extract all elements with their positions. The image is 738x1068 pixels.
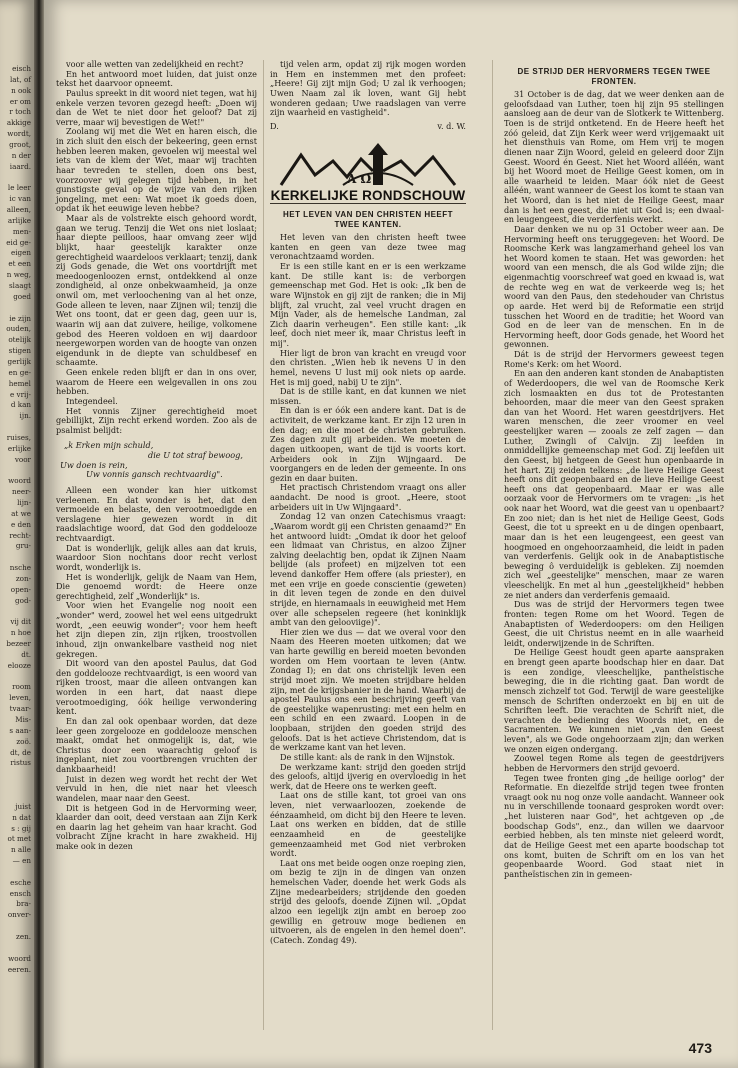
paragraph: voor alle wetten van zedelijkheid en recht? — [66, 59, 244, 69]
facing-page-text-fragment: e vrij- — [10, 389, 31, 399]
verse-line: Uw doen is rein, — [60, 459, 128, 470]
paragraph: De werkzame kant: strijd den goeden strijd des geloofs, altijd ijverig en overvloedig in het werk, dat de Heere ons te werken geeft. — [270, 761, 466, 791]
section-masthead — [270, 141, 466, 204]
facing-page-text-fragment: wordt, — [7, 129, 31, 139]
paragraph: Laat ons met beide oogen onze roeping zien, om bezig te zijn in de dingen van onzen hemelschen Vader, doende het werk Gods als Zijne medearbeiders; strijdende den goeden strijd des geloofs, doende Zijnen wil. „Opdat alzoo een iegelijk zijn ambt en beroep zoo gewillig en getrouw moge bedienen en uitvoeren, als de engelen in den hemel doen". (Catech. Zondag 49). — [270, 857, 466, 945]
paragraph: Dit is hetgeen God in de Hervorming weer, klaarder dan ooit, deed verstaan aan Zijn Kerk en daarin lag het geheim van haar kracht. God volbracht Zijne kracht in hare zwakheid. Hij make ook in dezen — [56, 802, 257, 851]
paragraph: Hier ligt de bron van kracht en vreugd voor den christen. „Wien heb ik nevens U in den hemel, nevens U lust mij ook niets op aarde. Het is mij goed, nabij U te zijn". — [270, 347, 466, 387]
column-divider — [492, 60, 493, 1030]
paragraph: Er is een stille kant en er is een werkzame kant. De stille kant is: de verborgen gemeenschap met God. Het is ook: „Ik ben de ware Wijnstok en gij zijt de ranken; die in Mij blijft, zal vrucht, zal veel vrucht dragen en Mijn Vader, als de hemelsche Landman, zal Zich daarin verheugen". Een stille kant: „ik leef, doch niet meer ik, maar Christus leeft in mij". — [270, 261, 466, 349]
verse-line: die U tot straf bewoog, — [148, 450, 243, 460]
column-left — [56, 60, 257, 852]
facing-page-text-fragment: n hoe — [10, 628, 31, 638]
facing-page-text-fragment: ensch — [9, 888, 31, 898]
column-divider — [263, 60, 264, 1030]
facing-page-text-fragment: vij dit — [10, 617, 31, 627]
facing-page-text-fragment: eid ge- — [6, 237, 31, 247]
facing-page-text-fragment: men- — [12, 226, 31, 236]
facing-page-text-fragment: elooze — [7, 660, 31, 670]
facing-page-text-fragment: ijn. — [19, 411, 31, 421]
paragraph: Het leven van den christen heeft twee kanten en geen van deze twee mag veronachtzaamd worden. — [270, 232, 466, 262]
paragraph: Laat ons de stille kant, tot groei van ons leven, niet verwaarloozen, zoekende de éénzaamheid, om dicht bij den Heere te leven. Laat ons werken en bidden, dat de stille eenzaamheid en de geestelijke gemeenzaamheid met God niet verbroken wordt. — [270, 790, 466, 859]
facing-page-text-fragment: otelijk — [8, 335, 31, 345]
verse-line: Uw vonnis gansch rechtvaardig". — [86, 469, 223, 480]
paragraph: Paulus spreekt in dit woord niet tegen, wat hij enkele verzen tevoren gezegd heeft: „Doen wij dan de Wet te niet door het geloof? Dat zij verre, maar wij bevestigen de Wet!" — [56, 87, 257, 127]
facing-page-text-fragment: en ge- — [8, 367, 31, 377]
article-heading: HET LEVEN VAN DEN CHRISTEN HEEFT TWEE KANTEN. — [282, 210, 454, 229]
facing-page-text-fragment: le leer — [7, 183, 31, 193]
facing-page-text-fragment: recht- — [9, 530, 31, 540]
facing-page-text-fragment: voor — [14, 454, 31, 464]
facing-page-text-fragment: gerlijk — [7, 356, 31, 366]
facing-page-text-fragment: ruises, — [6, 432, 31, 442]
article-heading: DE STRIJD DER HERVORMERS TEGEN TWEE FRONTEN. — [517, 67, 711, 86]
facing-page-text-fragment: zon- — [15, 573, 31, 583]
facing-page-text-fragment: god- — [15, 595, 31, 605]
paragraph: Het practisch Christendom vraagt ons aller aandacht. De nood is groot. „Heere, stoot arbeiders uit in Uw Wijngaard". — [270, 482, 466, 512]
paragraph: Voor wien het Evangelie nog nooit een „wonder" werd, zoowel het wel eens uitgedrukt wordt, „een eeuwig wonder"; voor hem heeft het zijn diepen zin, zijn rijken, troostvollen inhoud, zijn onwankelbare vastheid nog niet gekregen. — [56, 600, 257, 659]
facing-page-text-fragment: groot, — [9, 139, 31, 149]
facing-page-text-fragment: ristus — [10, 758, 31, 768]
facing-page-text-fragment: goed — [13, 291, 31, 301]
facing-page-text-fragment: bezeer — [6, 639, 31, 649]
facing-page-text-fragment: ot met — [7, 834, 31, 844]
paragraph: Alleen een wonder kan hier uitkomst verleenen. En dat wonder is het, dat den vermoeide en belaste, den verootmoedigde en verslagene hier gewezen wordt in dit raadslachtige woord, dat God den goddelooze rechtvaardigt. — [56, 484, 257, 543]
paragraph: Zondag 12 van onzen Catechismus vraagt: „Waarom wordt gij een Christen genaamd?" En het antwoord luidt: „Omdat ik door het geloof een lidmaat van Christus, en alzoo Zijner zalving deelachtig ben, opdat ik Zijnen Naam belijde (als profeet) en mijzelven tot een levend dankoffer Hem offere (als priester), en met een vrije en goede conscientie (geweten) in dit leven tegen de zonde en den duivel strijde, en hiernamaals in eeuwigheid met Hem over alle schepselen regeere (het koninklijk ambt van den gelooviige)". — [270, 511, 466, 628]
column-middle — [270, 60, 466, 945]
section-title: KERKELIJKE RONDSCHOUW — [270, 188, 466, 204]
facing-page-text-fragment: s aan- — [9, 725, 31, 735]
paragraph: 31 October is de dag, dat we weer denken aan de geloofsdaad van Luther, toen hij zijn 95 stellingen aansloeg aan de deur van de Slotkerk te Wittenberg. Toen is de strijd ontketend. En de Heere heeft het zóó geleid, dat Zijn Kerk weer werd vrijgemaakt uit het diensthuis van Rome, om Hem vrij te mogen dienen naar Zijn Woord, geleid en geleerd door Zijn Geest. Woord én Geest. Niet het Woord alléén, want bij het Woord moet de Heilige Geest komen, om in alle waarheid te leiden. Maar óók niet de Geest alléén, want wanneer de Geest los komt te staan van het Woord, dan is het niet de Heilige Geest, maar dan is het een geest, die niet uit God is; een dwaal- en leugengeest, die verderfenis werkt. — [504, 89, 724, 225]
facing-page-text-fragment: n alle — [10, 845, 31, 855]
facing-page-text-fragment: bra- — [16, 899, 31, 909]
facing-page-text-fragment: woord — [8, 953, 31, 963]
facing-page-text-fragment: eisch — [12, 64, 31, 73]
facing-page-text-fragment: d kan — [10, 400, 31, 410]
facing-page-edge — [0, 0, 34, 1068]
facing-page-text-fragment: lijn- — [17, 498, 31, 507]
facing-page-text-fragment: nsche — [9, 563, 31, 573]
facing-page-text-fragment: e den — [10, 519, 31, 529]
facing-page-text-fragment: leven, — [9, 693, 31, 703]
facing-page-text-fragment: onver- — [7, 910, 31, 920]
facing-page-text-fragment: ouden, — [6, 324, 31, 334]
paragraph: En dan is er óók een andere kant. Dat is de activiteit, de werkzame kant. Er zijn 12 uren in den dag; en die moet de christen gebruiken. Zes dagen zult gij arbeiden. We moeten de dagen uitkoopen, want de tijd is voorts kort. Arbeiders ook in Zijn Wijngaard. De voorgangers en de leden der gemeente. In ons gezin en daar buiten. — [270, 405, 466, 483]
paragraph: En dan zal ook openbaar worden, dat deze leer geen zorgelooze en goddelooze menschen maakt, omdat het onmogelijk is, dat, wie Christus door een waarachtig geloof is ingeplant, niet zou voortbrengen vruchten der dankbaarheid! — [56, 715, 257, 774]
paragraph: Dát is de strijd der Hervormers geweest tegen Rome's Kerk: om het Woord. — [504, 349, 724, 369]
page-number: 473 — [688, 1040, 712, 1056]
facing-page-text-fragment: slaagt — [8, 281, 31, 290]
paragraph: Dat is wonderlijk, gelijk alles aan dat kruis, waardoor Sion nochtans door recht verlost wordt, wonderlijk is. — [56, 542, 257, 572]
facing-page-text-fragment: erlijke — [7, 443, 31, 453]
facing-page-text-fragment: iaard. — [9, 161, 31, 171]
column-right — [504, 67, 724, 879]
article-ending: tijd velen arm, opdat zij rijk mogen worden in Hem en instemmen met den profeet: „Heere! Gij zijt mijn God; U zal ik verhoogen; Uwen Naam zal ik loven, want Gij hebt wonderen gedaan; Uwe raadslagen van verre zijn waarheid en vastigheid". — [270, 59, 466, 118]
facing-page-text-fragment: r toch — [9, 107, 31, 117]
facing-page-text-fragment: Mis- — [15, 715, 31, 724]
paragraph: Dus was de strijd der Hervormers tegen twee fronten: tegen Rome om het Woord. Tegen de Anabaptisten of Wederdoopers: om den Heiligen Geest, die uit Christus neemt en in alle waarheid leidt, onderwijzende in de Schriften. — [504, 599, 724, 648]
verse-line: „k Erken mijn schuld, — [64, 440, 154, 451]
facing-page-text-fragment: n der — [11, 150, 31, 160]
facing-page-text-fragment: esche — [10, 877, 31, 887]
facing-page-text-fragment: at we — [11, 508, 31, 518]
facing-page-text-fragment: woord — [8, 476, 31, 486]
paragraph: Dat is de stille kant, en dat kunnen we niet missen. — [270, 386, 466, 406]
paragraph: Hier zien we dus — dat we overal voor den Naam des Heeren moeten uitkomen; dat we van harte gewillig en bereid moeten bevonden worden om Hem voortaan te leven (Antw. Zondag I); en dat ons christelijk leven een strijd moet zijn. We moeten strijdbare helden zijn, met de krijgsbanier in de hand. Waarbij de apostel Paulus ons een beschrijving geeft van de geestelijke wapenrusting: met een helm en een schild en een zwaard. Loopen in de loopbaan, strijden den goeden strijd des geloofs. Dat is het actieve Christendom, dat is de werkzame kant van het leven. — [270, 626, 467, 753]
facing-page-text-fragment: er om — [9, 96, 31, 106]
paragraph: En het antwoord moet luiden, dat juist onze tekst het daarvoor opneemt. — [56, 68, 257, 89]
paragraph: Maar als de volstrekte eisch gehoord wordt, gaan we terug. Tenzij die Wet ons niet loslaat; haar diepte peilloos, haar omvang zeer wijd blijkt, haar geestelijk karakter onze gerechtigheid waardeloos verklaart; tenzij, dank zij Gods genade, die Wet ons voortdrijft met meedoogenloozen ernst, ontdekkend al onze zondigheid, al onze onbekwaamheid, ja onze onwil om, met verloochening van al het onze, Gode alleen te leven, naar Zijnen wil; tenzij die Wet ons toont, dat er geen dag, geen uur is, waarin wij aan dat zuivere, heilige, volkomene gebod des Heeren voldoen en wij daardoor neergeworpen worden van de hoogte van onzen eigendunk in de diepte van schuldbesef en schaamte. — [56, 213, 257, 368]
facing-page-text-fragment: ie zijn — [9, 313, 31, 323]
facing-page-text-fragment: n ook — [11, 85, 31, 95]
facing-page-text-fragment: et een — [8, 259, 31, 269]
paragraph: Integendeel. — [66, 395, 118, 406]
facing-page-text-fragment: arlijke — [7, 215, 31, 225]
facing-page-text-fragment: dt, de — [10, 747, 31, 757]
facing-page-text-fragment: n dat — [12, 812, 31, 822]
paragraph: Daar denken we nu op 31 October weer aan. De Hervorming heeft ons teruggegeven: het Woord. De Roomsche Kerk was langzamerhand geheel los van het Woord komen te staan. Het was geworden: het woord van een mensch, die als God wilde zijn; die eigenmachtig voorschreef wat goed en kwaad is, wat de rechte weg en wat de verkeerde weg is; het woord van den Paus, den stedehouder van Christus op aarde. Het werd bij de Reformatie een strijd tusschen het Woord en de traditie; het Woord van God en de leer van de menschen. En in de Hervorming heeft, door Gods genade, het Woord het gewonnen. — [504, 223, 724, 350]
paragraph: De stille kant: als de rank in den Wijnstok. — [280, 751, 455, 762]
facing-page-text-fragment: room — [12, 682, 31, 692]
facing-page-text-fragment: eigen — [10, 248, 31, 258]
book-page — [44, 0, 738, 1068]
paragraph: Het is wonderlijk, gelijk de Naam van Hem, Die genoemd wordt: de Heere onze gerechtigheid, zelf „Wonderlijk" is. — [56, 571, 257, 601]
facing-page-text-fragment: stigen — [8, 346, 31, 356]
signature-left: D. — [270, 120, 279, 131]
facing-page-text-fragment: — en — [12, 856, 31, 866]
facing-page-text-fragment: eeren. — [7, 964, 31, 974]
facing-page-text-fragment: juist — [15, 801, 31, 811]
facing-page-text-fragment: tvaar- — [9, 704, 31, 714]
paragraph: Dit woord van den apostel Paulus, dat God den goddelooze rechtvaardigt, is een woord van rijken troost, maar die alleen ontvangen kan worden in een hart, dat naast diepe verootmoediging, óók heilige verwondering kent. — [56, 658, 257, 717]
facing-page-text-fragment: lat, of — [9, 74, 31, 84]
facing-page-text-fragment: neer- — [11, 487, 31, 497]
signature — [270, 122, 466, 132]
facing-page-text-fragment: akkige — [6, 118, 31, 128]
paragraph: Juist in dezen weg wordt het recht der Wet vervuld in hen, die niet naar het vleesch wandelen, maar naar den Geest. — [56, 773, 257, 803]
paragraph: Tegen twee fronten ging „de heilige oorlog" der Reformatie. En diezelfde strijd tegen twee fronten vraagt ook nu nog onze volle aandacht. Wanneer ook nu in verschillende toonaard gesproken wordt over: „het luisteren naar God", het achtgeven op „de boodschap Gods", enz., dan willen we daarvoor eerbied hebben, als ten minste niet geleerd wordt, dat de Heilige Geest met een aparte boodschap tot ons komt, buiten de Schrift om en los van het geopenbaarde Woord. God staat niet in pantheïstischen zin in gemeen- — [504, 772, 724, 879]
facing-page-text-fragment: alleen, — [6, 205, 31, 215]
paragraph: Geen enkele reden blijft er dan in ons over, waarom de Heere een welgevallen in ons zou hebben. — [56, 367, 257, 397]
paragraph: Zoowel tegen Rome als tegen de geestdrijvers hebben de Hervormers den strijd gevoerd. — [504, 753, 724, 773]
title-rule — [270, 203, 466, 204]
facing-page-text-fragment: ic van — [9, 194, 31, 204]
book-gutter — [34, 0, 44, 1068]
facing-page-text-fragment: dt. — [21, 649, 31, 659]
facing-page-text-fragment: s : gij — [11, 823, 31, 833]
facing-page-text-fragment: open- — [10, 584, 31, 594]
paragraph: En aan den anderen kant stonden de Anabaptisten of Wederdoopers, die wel van de Roomsche Kerk zich losmaakten en dus tot de Protestanten behoorden, maar die meer van den Geest spraken dan van het Woord. Het waren geestdrijvers. Het waren menschen, die zeer vroomer en veel geestelijker waren — zooals ze zelf zagen — dan Luther, Zwingli of Calvijn. Zij leefden in onmiddellijke gemeenschap met God. Zij leefden uit den Geest, bij hetgeen de Geest hun openbaarde in het hart. Zij zeiden telkens: „de lieve Heilige Geest heeft ons dit geopenbaard en de lieve Heilige Geest heeft ons dat geopenbaard. Maar er was alle oorzaak voor de Hervormers om te vragen: „is het ook naar het Woord, wat die geest van u openbaart? En zoo niet; dan is het niet de Heilige Geest, Gods Geest, die tot u spreekt en u de dingen openbaart, maar dan is het een leugengeest, een geest van hoogmoed en ongehoorzaamheid, die leidt in paden van verderfenis. Gelijk ook in de Anabaptistische beweging ô verduidelijk is gebleken. Zij noemden zich wel „geestelijke" menschen, maar ze waren vleeschelijk. En met al hun „geestelijkheid" hebben ze niet anders dan verderfenis gemaaid. — [504, 368, 724, 600]
alpha-omega-letters: A Ω — [347, 172, 372, 187]
facing-page-text-fragment: gru- — [15, 541, 31, 551]
paragraph: Zoolang wij met die Wet en haren eisch, die in zich sluit den eisch der bekeering, geen ernst hebben leeren maken, gevoelen wij meestal wel iets van de klem der Wet, maar wij trachten haar tevreden te stellen, doen ons best, voorzoover wij gelegen tijd hebben, in het gunstigste geval op de wijze van den rijken jongeling, met een: Wat moet ik goeds doen, opdat ik het eeuwige leven hebbe? — [56, 126, 257, 214]
paragraph: Het vonnis Zijner gerechtigheid moet gebillijkt, Zijn recht erkend worden. Zoo als de psalmist belijdt: — [56, 405, 257, 435]
facing-page-text-fragment: n weg, — [6, 270, 31, 280]
facing-page-text-fragment: hemel — [8, 378, 31, 388]
church-emblem-icon — [273, 141, 463, 189]
paragraph: De Heilige Geest houdt geen aparte aanspraken en brengt geen aparte boodschap hier en daar. Dat is een zondige, vleeschelijke, pantheïstische beweging, die in die richting gaat. Dan wordt de mensch zichzelf tot God. Terwijl de ware geestelijke mensch de Schriften onderzoekt en bij en uit de Schriften leeft. Die verachten de Schrift niet, die verachten de bediening des Woords niet, en de Sacramenten. We kunnen niet „van den Geest leven", als we Gode ongehoorzaam zijn; dan werken we onzen eigen ondergang. — [504, 647, 724, 754]
signature-right: v. d. W. — [437, 120, 466, 131]
facing-page-text-fragment: zen. — [16, 932, 31, 941]
psalm-verse — [56, 441, 257, 480]
facing-page-text-fragment: zoö. — [16, 736, 31, 746]
